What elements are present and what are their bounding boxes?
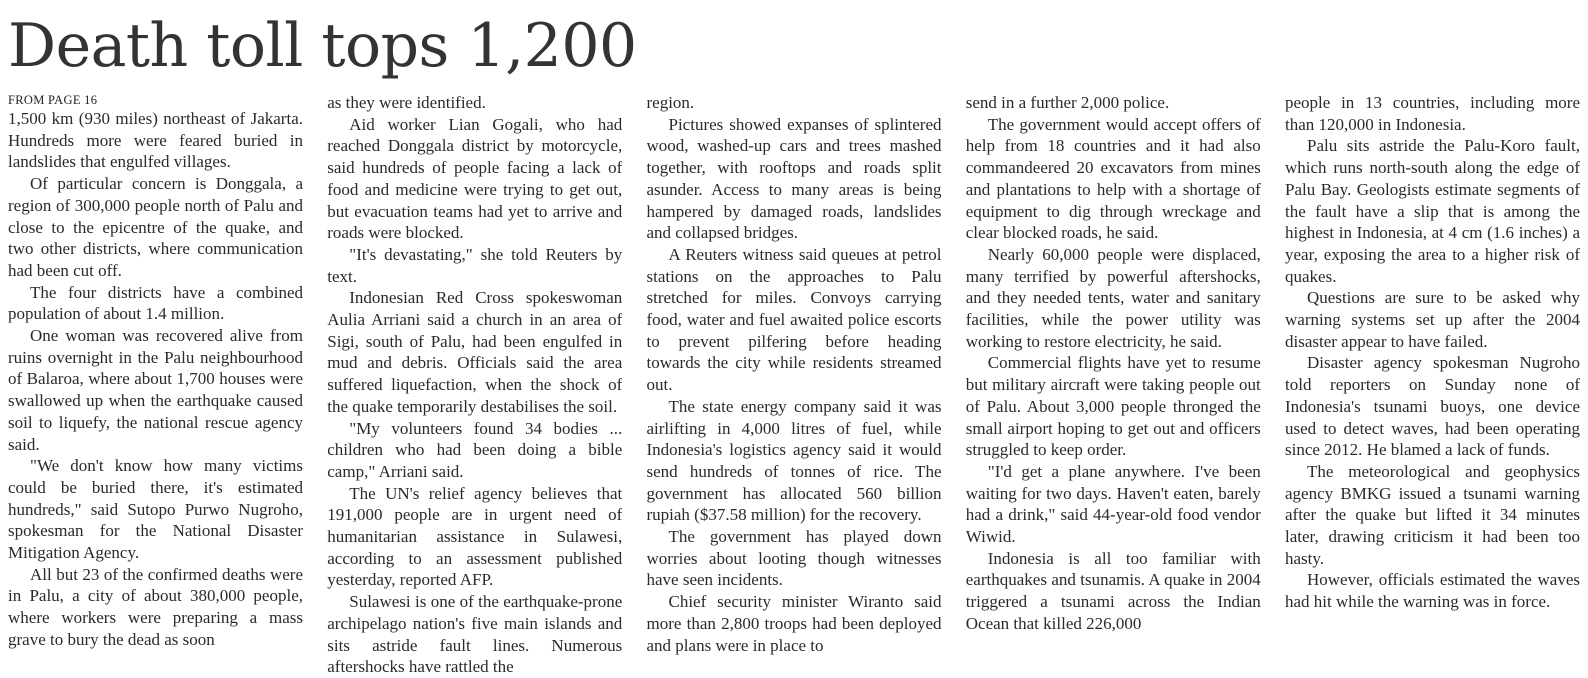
headline: Death toll tops 1,200: [8, 11, 637, 81]
paragraph: region.: [646, 93, 695, 112]
article-body: [8, 92, 1580, 678]
paragraph: Sulawesi is one of the earthquake-prone archipelago nation's five main islands and sits astride fault lines. Numerous aftershocks have rattled the: [327, 592, 623, 677]
paragraph: send in a further 2,000 police.: [965, 93, 1170, 112]
paragraph: as they were identified.: [327, 93, 486, 112]
article-column-5: [1285, 92, 1580, 678]
paragraph: Nearly 60,000 people were displaced, many terrified by powerful aftershocks, and they needed tents, water and sanitary facilities, while the power utility was working to restore electricity, he said.: [965, 244, 1261, 351]
article-column-3: [647, 92, 942, 678]
paragraph: The UN's relief agency believes that 191,000 people are in urgent need of humanitarian assistance in Sulawesi, according to an assessment published yesterday, reported AFP.: [327, 483, 623, 590]
paragraph: Indonesian Red Cross spokeswoman Aulia Arriani said a church in an area of Sigi, south of Palu, had been engulfed in mud and debris. Officials said the area suffered liquefaction, when the shock of the quake temporarily destabilises the soil.: [327, 288, 623, 416]
paragraph: However, officials estimated the waves had hit while the warning was in force.: [1285, 570, 1580, 612]
paragraph: Commercial flights have yet to resume but military aircraft were taking people out of Palu. About 3,000 people thronged the small airport hoping to get out and officers struggled to keep order.: [965, 353, 1261, 460]
paragraph: "My volunteers found 34 bodies ... children who had been doing a bible camp," Arriani said.: [327, 418, 623, 481]
article-column-1: [8, 92, 303, 678]
paragraph: The government has played down worries about looting though witnesses have seen incidents.: [646, 527, 942, 590]
paragraph: The government would accept offers of help from 18 countries and it had also commandeered 20 excavators from mines and plantations to help with a shortage of equipment to dig through wreckage and clear blocked roads, he said.: [965, 114, 1261, 243]
paragraph: Of particular concern is Donggala, a region of 300,000 people north of Palu and close to the epicentre of the quake, and two other districts, where communication had been cut off.: [8, 174, 303, 280]
paragraph: Indonesia is all too familiar with earthquakes and tsunamis. A quake in 2004 triggered a tsunami across the Indian Ocean that killed 226,000: [965, 548, 1261, 633]
article-column-2: [327, 92, 622, 678]
paragraph: The four districts have a combined population of about 1.4 million.: [8, 282, 303, 324]
paragraph: 1,500 km (930 miles) northeast of Jakarta. Hundreds more were feared buried in landslides that engulfed villages.: [8, 109, 303, 172]
paragraph: Chief security minister Wiranto said more than 2,800 troops had been deployed and plans were in place to: [646, 592, 942, 655]
paragraph: Disaster agency spokesman Nugroho told reporters on Sunday none of Indonesia's tsunami buoys, one device used to detect waves, had been operating since 2012. He blamed a lack of funds.: [1285, 353, 1580, 460]
paragraph: "It's devastating," she told Reuters by text.: [327, 244, 623, 286]
jump-label: FROM PAGE 16: [8, 93, 98, 107]
paragraph: Pictures showed expanses of splintered wood, washed-up cars and trees mashed together, with rooftops and roads split asunder. Access to many areas is being hampered by damaged roads, landslides and collapsed bridges.: [646, 114, 942, 243]
paragraph: "I'd get a plane anywhere. I've been waiting for two days. Haven't eaten, barely had a drink," said 44-year-old food vendor Wiwid.: [965, 461, 1261, 547]
paragraph: Palu sits astride the Palu-Koro fault, which runs north-south along the edge of Palu Bay. Geologists estimate segments of the fault have a slip that is among the highest in Indonesia, at 4 cm (1.6 inches) a year, exposing the area to a higher risk of quakes.: [1285, 136, 1580, 286]
paragraph: A Reuters witness said queues at petrol stations on the approaches to Palu stretched for miles. Convoys carrying food, water and fuel awaited police escorts to prevent pilfering before heading towards the city while residents streamed out.: [646, 244, 942, 395]
paragraph: The meteorological and geophysics agency BMKG issued a tsunami warning after the quake but lifted it 34 minutes later, drawing criticism it had been too hasty.: [1285, 461, 1580, 568]
paragraph: Questions are sure to be asked why warning systems set up after the 2004 disaster appear to have failed.: [1285, 288, 1580, 351]
paragraph: One woman was recovered alive from ruins overnight in the Palu neighbourhood of Balaroa, where about 1,700 houses were swallowed up when the earthquake caused soil to liquefy, the national rescue agency said.: [8, 326, 303, 454]
paragraph: The state energy company said it was airlifting in 4,000 litres of fuel, while Indonesia's logistics agency said it would send hundreds of tonnes of rice. The government has allocated 560 billion rupiah ($37.58 million) for the recovery.: [646, 396, 942, 525]
paragraph: people in 13 countries, including more than 120,000 in Indonesia.: [1285, 93, 1580, 134]
paragraph: Aid worker Lian Gogali, who had reached Donggala district by motorcycle, said hundreds of people facing a lack of food and medicine were trying to get out, but evacuation teams had yet to arrive and roads were blocked.: [327, 114, 623, 243]
paragraph: "We don't know how many victims could be buried there, it's estimated hundreds," said Sutopo Purwo Nugroho, spokesman for the National Disaster Mitigation Agency.: [8, 456, 303, 563]
paragraph: All but 23 of the confirmed deaths were in Palu, a city of about 380,000 people, where workers were preparing a mass grave to bury the dead as soon: [8, 564, 303, 649]
article-column-4: [966, 92, 1261, 678]
